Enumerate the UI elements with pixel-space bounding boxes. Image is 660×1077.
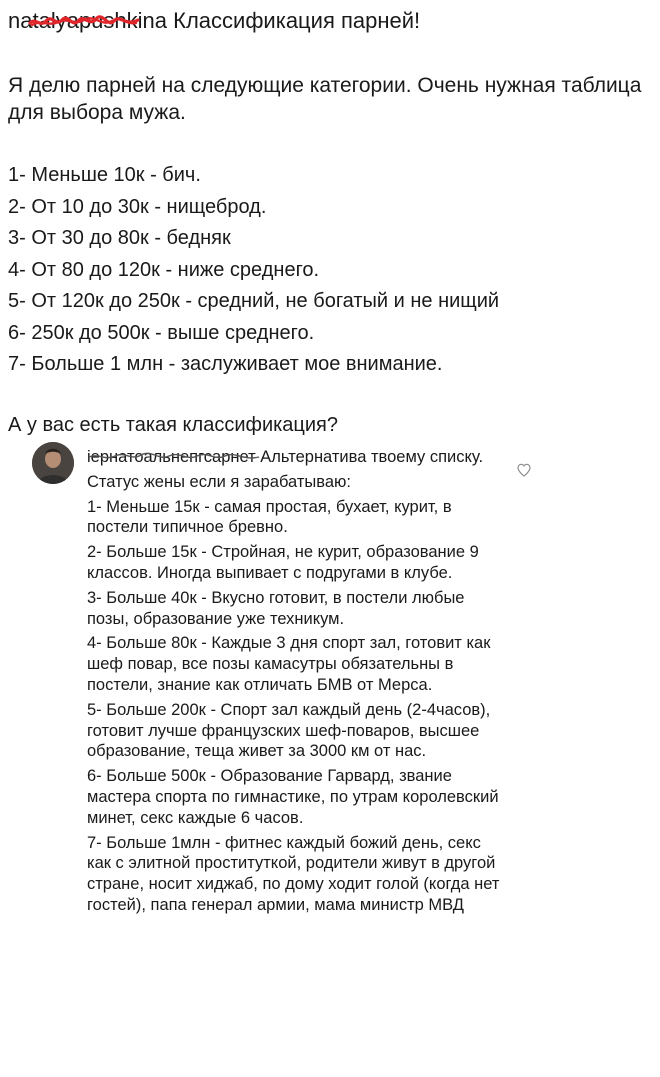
comment-intro-line [87, 447, 507, 468]
redaction-scribble [28, 15, 140, 29]
comment-intro-text: Альтернатива твоему списку. [260, 448, 484, 466]
post-intro: Я делю парней на следующие категории. Очень нужная таблица для выбора мужа. [8, 74, 642, 124]
post-category-list [8, 160, 648, 381]
heart-outline-icon[interactable] [516, 462, 532, 478]
post-title: Классификация парней! [173, 8, 421, 33]
author-redaction [87, 451, 262, 463]
post-category-item: 6- 250к до 500к - выше среднего. [8, 321, 315, 344]
post-username-text: natalyapushkina [8, 8, 168, 33]
post-header [8, 6, 648, 36]
comment-status-item: 3- Больше 40к - Вкусно готовит, в постели любые позы, образование уже техникум. [87, 588, 465, 628]
comment-status-list [87, 497, 507, 916]
post-category-item: 1- Меньше 10к - бич. [8, 164, 201, 186]
comment-author[interactable] [87, 447, 256, 468]
comment-status-item: 7- Больше 1млн - фитнес каждый божий день, секс как с элитной проституткой, родители живут в другой стране, носит хиджаб, по дому ходит голой (когда нет гостей), папа генерал армии, мама министр МВД [87, 833, 500, 914]
post-category-item: 7- Больше 1 млн - заслуживает мое внимание. [8, 353, 443, 375]
comment-author-text: іернатоальнепгсарнет [87, 448, 256, 466]
comment-status-item: 1- Меньше 15к - самая простая, бухает, курит, в постели типичное бревно. [87, 497, 452, 537]
comment-status-item: 6- Больше 500к - Образование Гарвард, звание мастера спорта по гимнастике, по утрам королевский минет, секс каждые 6 часов. [87, 767, 499, 827]
comment-status-item: 4- Больше 80к - Каждые 3 дня спорт зал, готовит как шеф повар, все позы камасутры обязательны в постели, знание как отличать БМВ от Мерса. [87, 634, 491, 694]
post [8, 6, 648, 439]
post-question: А у вас есть такая классификация? [8, 413, 339, 436]
comment-status-item: 5- Больше 200к - Спорт зал каждый день (2-4часов), готовит лучше французских шеф-поваров, высшее образование, теща живет за 3000 км от нас. [87, 700, 491, 761]
comment-status-item: 2- Больше 15к - Стройная, не курит, образование 9 классов. Иногда выпивает с подругами в клубе. [87, 543, 479, 582]
avatar-photo-icon [32, 442, 74, 484]
comment-body [87, 447, 507, 920]
post-category-item: 2- От 10 до 30к - нищеброд. [8, 195, 267, 218]
post-category-item: 3- От 30 до 80к - бедняк [8, 227, 231, 249]
comment-heading: Статус жены если я зарабатываю: [87, 472, 351, 491]
post-category-item: 4- От 80 до 120к - ниже среднего. [8, 258, 320, 281]
post-username[interactable] [8, 6, 167, 36]
commenter-avatar[interactable] [32, 442, 74, 484]
post-category-item: 5- От 120к до 250к - средний, не богатый и не нищий [8, 290, 500, 312]
